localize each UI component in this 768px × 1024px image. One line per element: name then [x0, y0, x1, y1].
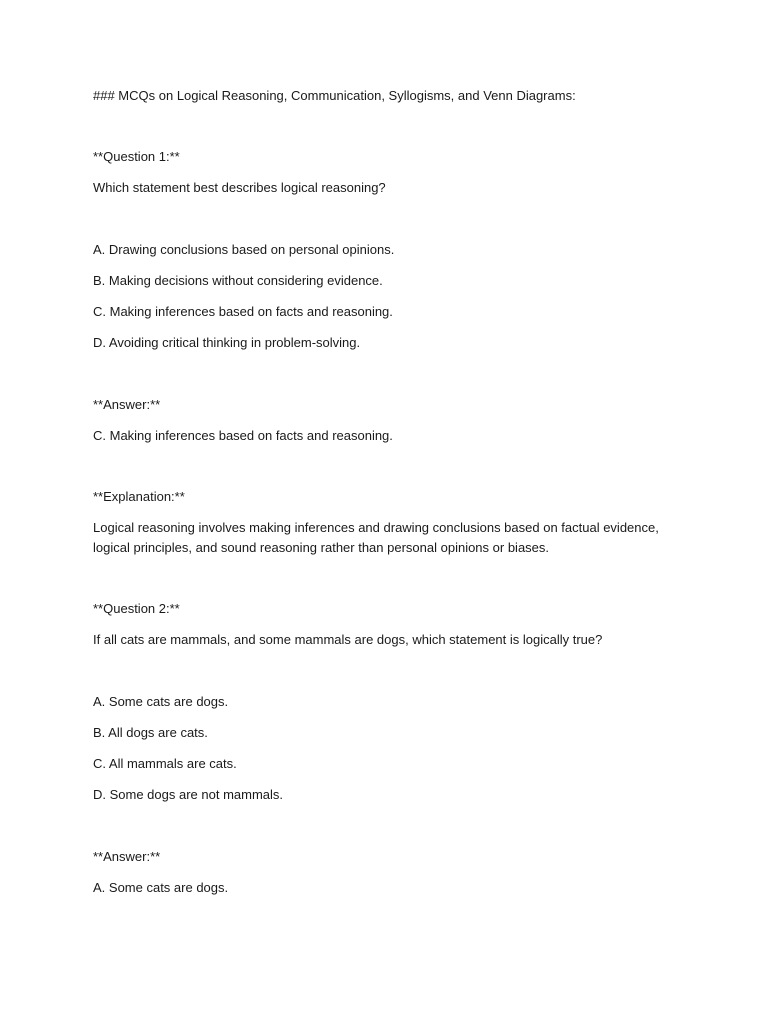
question-1-answer: C. Making inferences based on facts and reasoning. [93, 428, 393, 443]
question-1-answer-label: **Answer:** [93, 397, 161, 412]
question-1-option-c: C. Making inferences based on facts and reasoning. [93, 304, 393, 319]
question-2-text: If all cats are mammals, and some mammals are dogs, which statement is logically true? [93, 632, 603, 647]
question-1-explanation-line-1: Logical reasoning involves making inferences and drawing conclusions based on factual evidence, [93, 520, 659, 535]
question-1-explanation-label: **Explanation:** [93, 489, 185, 504]
question-2-option-d: D. Some dogs are not mammals. [93, 787, 284, 802]
question-1-label: **Question 1:** [93, 149, 180, 164]
question-2-answer: A. Some cats are dogs. [93, 880, 229, 895]
question-2-option-b: B. All dogs are cats. [93, 725, 208, 740]
question-1-option-a: A. Drawing conclusions based on personal opinions. [93, 242, 395, 257]
question-2-option-a: A. Some cats are dogs. [93, 694, 229, 709]
question-2-answer-label: **Answer:** [93, 849, 161, 864]
question-2-label: **Question 2:** [93, 601, 180, 616]
question-1-explanation-line-2: logical principles, and sound reasoning rather than personal opinions or biases. [93, 540, 550, 555]
question-1-text: Which statement best describes logical reasoning? [93, 180, 386, 195]
question-1-option-b: B. Making decisions without considering evidence. [93, 273, 383, 288]
question-2-option-c: C. All mammals are cats. [93, 756, 237, 771]
document-heading: ### MCQs on Logical Reasoning, Communication, Syllogisms, and Venn Diagrams: [93, 88, 576, 103]
question-1-option-d: D. Avoiding critical thinking in problem-solving. [93, 335, 361, 350]
